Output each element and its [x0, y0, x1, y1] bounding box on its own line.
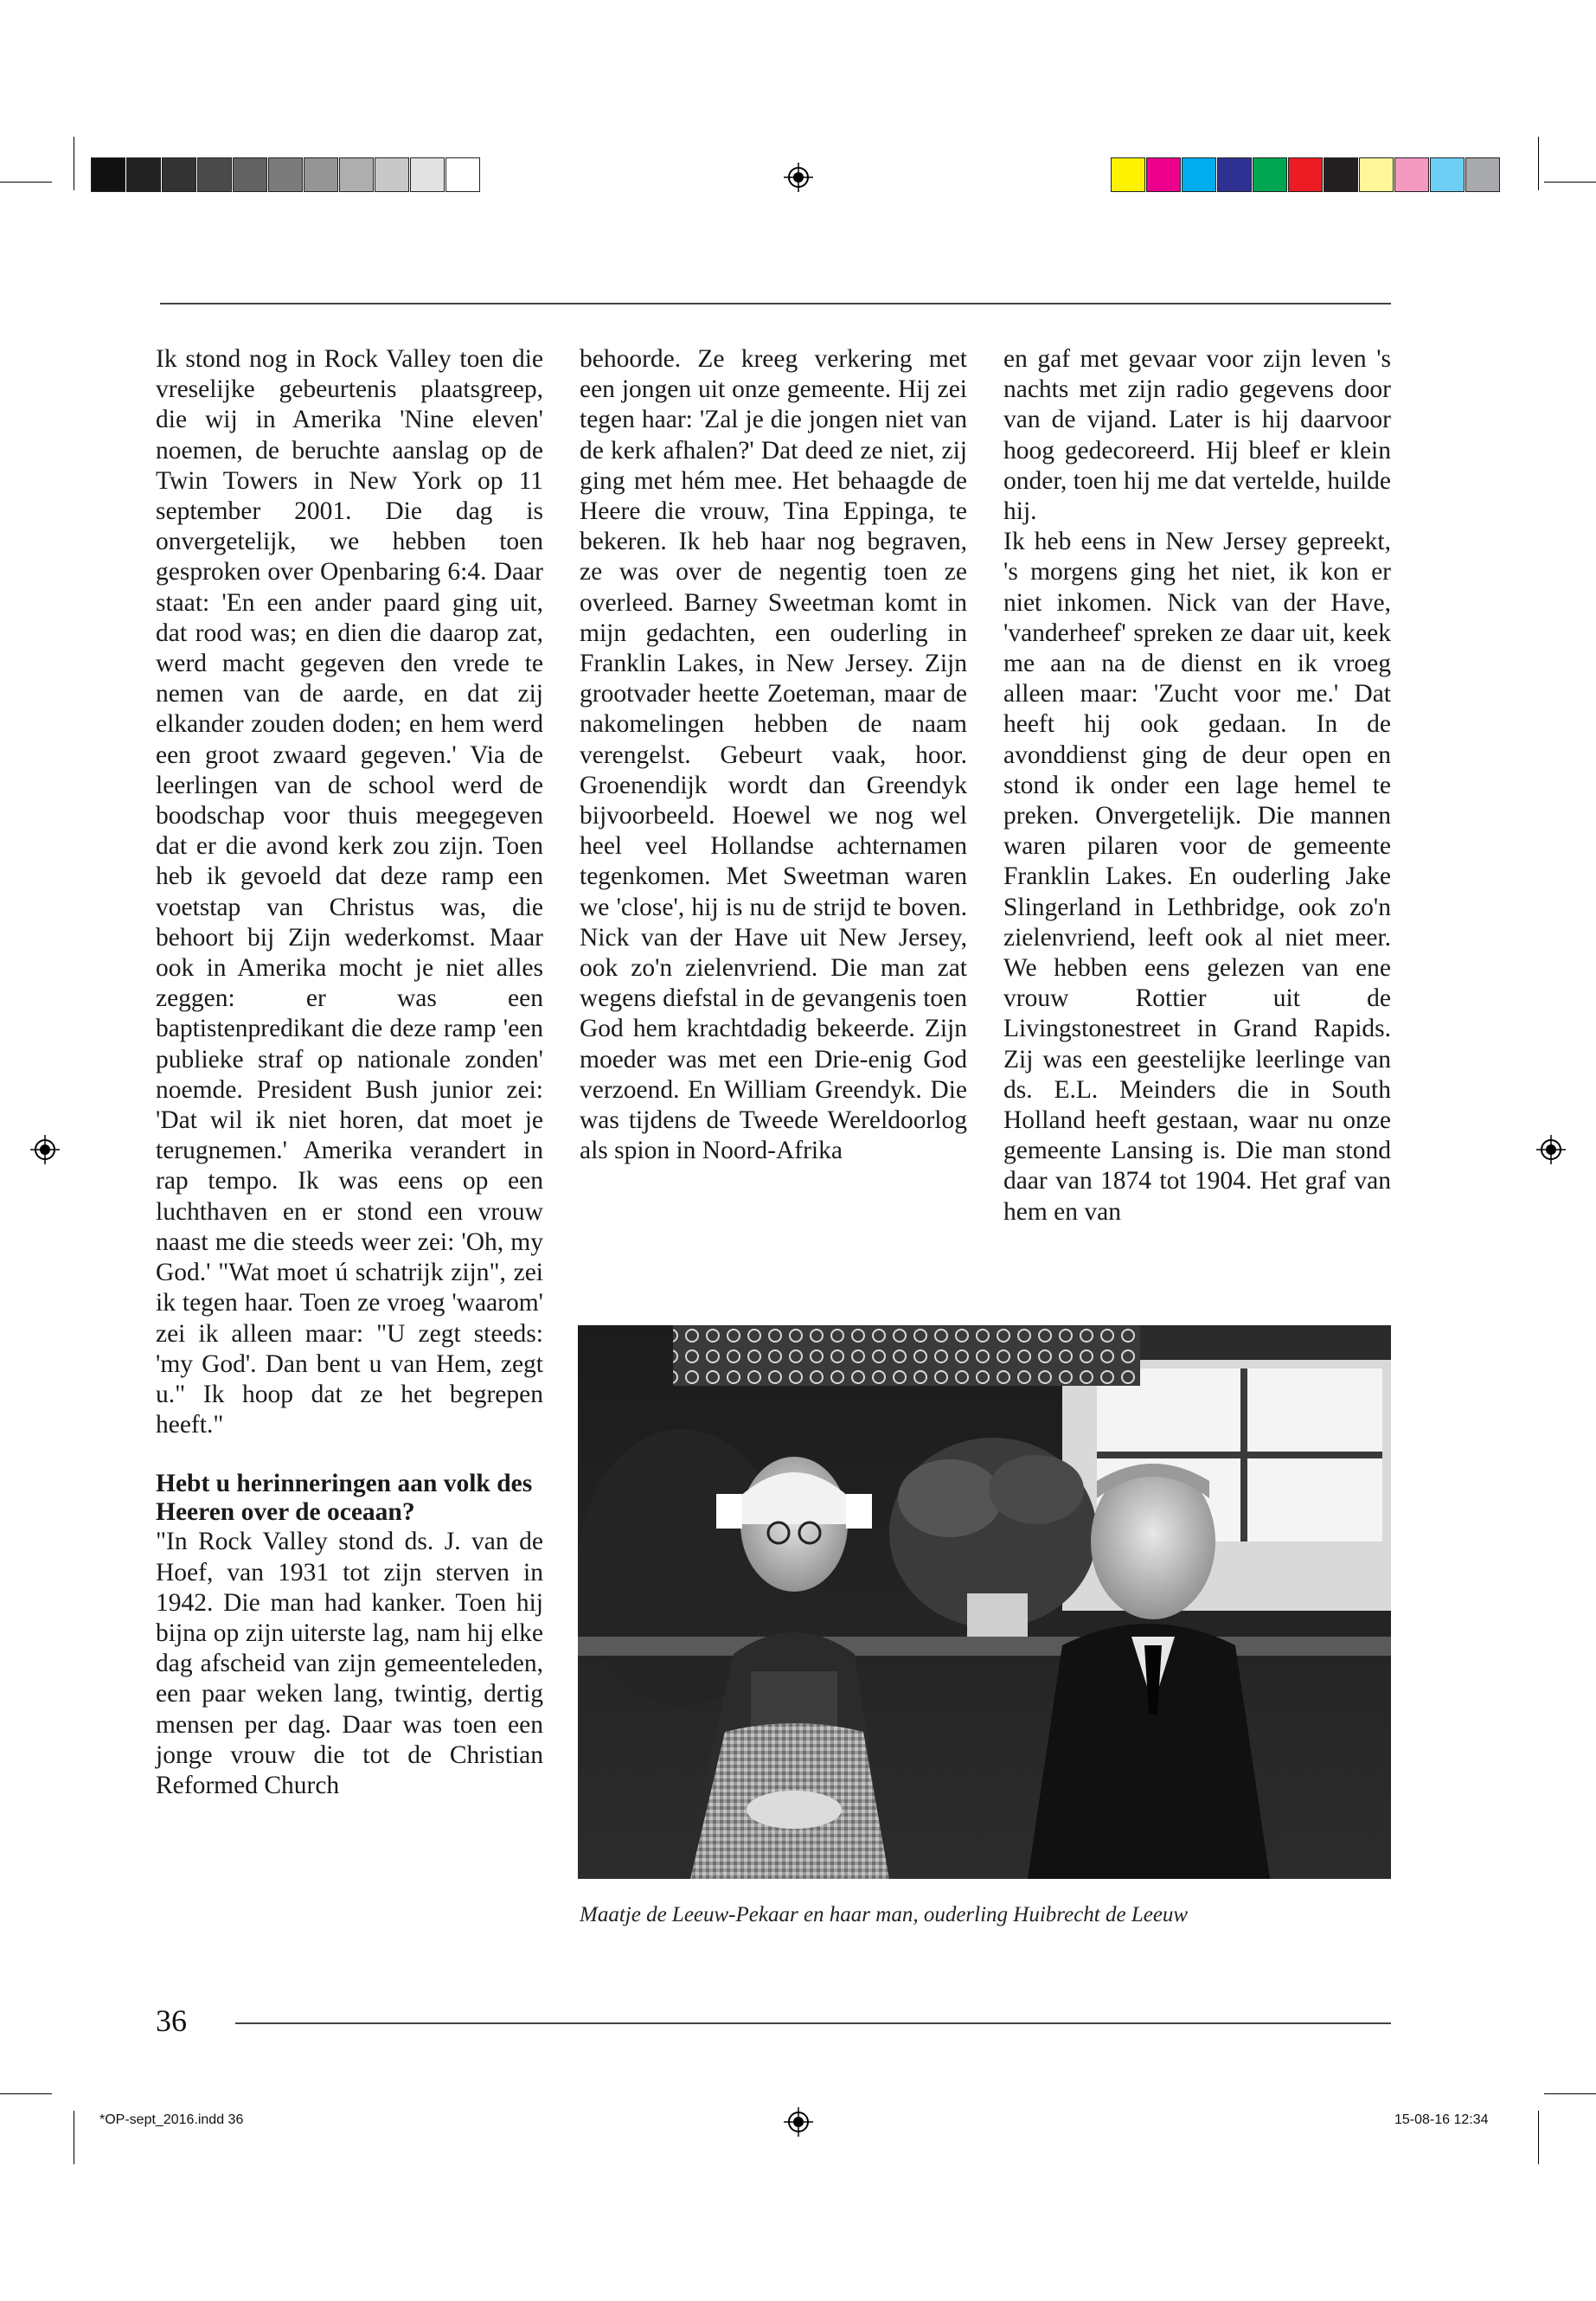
registration-mark-top-icon [784, 163, 813, 192]
gray-swatch [268, 157, 303, 192]
photo-caption: Maatje de Leeuw-Pekaar en haar man, ouderling Huibrecht de Leeuw [580, 1903, 1189, 1926]
color-swatch [1359, 157, 1394, 192]
article-column-2 [580, 344, 967, 1166]
gray-swatch [91, 157, 125, 192]
color-swatch [1394, 157, 1429, 192]
paragraph: Ik stond nog in Rock Valley toen die vreselijke gebeurtenis plaatsgreep, die wij in Amerika 'Nine eleven' noemen, de beruchte aanslag op de Twin Towers in New York op 11 september 2001. Die dag is onvergetelijk, we hebben toen gesproken over Openbaring 6:4. Daar staat: 'En een ander paard ging uit, dat rood was; en dien die daarop zat, werd macht gegeven den vrede te nemen van de aarde, en dat zij elkander zouden doden; en hem werd een groot zwaard gegeven.' Via de leerlingen van de school werd de boodschap voor thuis meegegeven dat er die avond kerk zou zijn. Toen heb ik gevoeld dat deze ramp een voetstap van Christus was, die behoort bij Zijn wederkomst. Maar ook in Amerika mocht je niet alles zeggen: er was een baptistenpredikant die deze ramp 'een publieke straf op nationale zonden' noemde. President Bush junior zei: 'Dat wil ik niet horen, dat moet je terugnemen.' Amerika verandert in rap tempo. Ik was eens op een luchthaven en er stond een vrouw naast me die steeds weer zei: 'Oh, my God.' "Wat moet ú schatrijk zijn", zei ik tegen haar. Toen ze vroeg 'waarom' zei ik alleen maar: "U zegt steeds: 'my God'. Dan bent u van Hem, zegt u." Ik hoop dat ze het begrepen heeft." [156, 345, 543, 1439]
color-swatch [1182, 157, 1216, 192]
top-rule [160, 303, 1391, 304]
color-swatch [1324, 157, 1358, 192]
color-swatch [1430, 157, 1465, 192]
color-swatch [1217, 157, 1252, 192]
article-column-1 [156, 344, 543, 1801]
paragraph: behoorde. Ze kreeg verkering met een jongen uit onze gemeente. Hij zei tegen haar: 'Zal je die jongen niet van de kerk afhalen?' Dat deed ze niet, zij ging met hém mee. Het behaagde de Heere die vrouw, Tina Eppinga, te bekeren. Ik heb haar nog begraven, ze was over de negentig toen ze overleed. Barney Sweetman komt in mijn gedachten, een ouderling in Franklin Lakes, in New Jersey. Zijn grootvader heette Zoeteman, maar de nakomelingen hebben de naam verengelst. Gebeurt vaak, hoor. Groenendijk wordt dan Greendyk bijvoorbeeld. Hoewel we nog wel heel veel Hollandse achternamen tegenkomen. Met Sweetman waren we 'close', hij is nu de strijd te boven. Nick van der Have uit New Jersey, ook zo'n zielenvriend. Die man zat wegens diefstal in de gevangenis toen God hem krachtdadig bekeerde. Zijn moeder was met een Drie-enig God verzoend. En William Greendyk. Die was tijdens de Tweede Wereldoorlog als spion in Noord-Afrika [580, 345, 967, 1165]
gray-swatch [197, 157, 232, 192]
gray-swatch [126, 157, 161, 192]
page-number: 36 [156, 2003, 187, 2038]
gray-swatch [410, 157, 445, 192]
registration-mark-right-icon [1536, 1135, 1566, 1164]
gray-swatch [162, 157, 196, 192]
section-heading: Hebt u herinneringen aan volk des Heeren over de oceaan? [156, 1470, 533, 1527]
paragraph: en gaf met gevaar voor zijn leven 's nachts met zijn radio gegevens door van de vijand. Later is hij daarvoor hoog gedecoreerd. Hij bleef er klein onder, toen hij me dat vertelde, huilde hij. [1003, 345, 1391, 526]
gray-swatch [375, 157, 409, 192]
gray-swatch [304, 157, 338, 192]
gray-swatch [339, 157, 374, 192]
paragraph: Ik heb eens in New Jersey gepreekt, 's morgens ging het niet, ik kon er niet inkomen. Nick van der Have, 'vanderheef' spreken ze daar uit, keek me aan na de dienst en ik vroeg alleen maar: 'Zucht voor me.' Dat heeft hij ook gedaan. In de avonddienst ging de deur open en stond ik onder een lage hemel te preken. Onvergetelijk. Die mannen waren pilaren voor de gemeente Franklin Lakes. En ouderling Jake Slingerland in Lethbridge, ook zo'n zielenvriend, leeft ook al niet meer. We hebben eens gelezen van ene vrouw Rottier uit de Livingstonestreet in Grand Rapids. Zij was een geestelijke leerlinge van ds. E.L. Meinders die in South Holland heeft gestaan, waar nu onze gemeente Lansing is. Die man stond daar van 1874 tot 1904. Het graf van hem en van [1003, 528, 1391, 1226]
color-swatch [1465, 157, 1500, 192]
registration-mark-bottom-icon [784, 2107, 813, 2137]
color-swatch [1111, 157, 1145, 192]
slug-date-time: 15-08-16 12:34 [1394, 2112, 1489, 2127]
couple-photo [578, 1325, 1391, 1879]
article-column-3 [1003, 344, 1391, 1227]
slug-file-name: *OP-sept_2016.indd 36 [99, 2112, 244, 2127]
color-swatch [1288, 157, 1323, 192]
registration-mark-left-icon [30, 1135, 60, 1164]
footer-rule [235, 2022, 1391, 2024]
paragraph: "In Rock Valley stond ds. J. van de Hoef, van 1931 tot zijn sterven in 1942. Die man had kanker. Toen hij bijna op zijn uiterste lag, nam hij elke dag afscheid van zijn gemeenteleden, een paar weken lang, twintig, dertig mensen per dag. Daar was toen een jonge vrouw die tot de Christian Reformed Church [156, 1528, 543, 1799]
color-swatch [1146, 157, 1181, 192]
gray-swatch [233, 157, 267, 192]
color-swatch [1253, 157, 1287, 192]
gray-swatch [445, 157, 480, 192]
